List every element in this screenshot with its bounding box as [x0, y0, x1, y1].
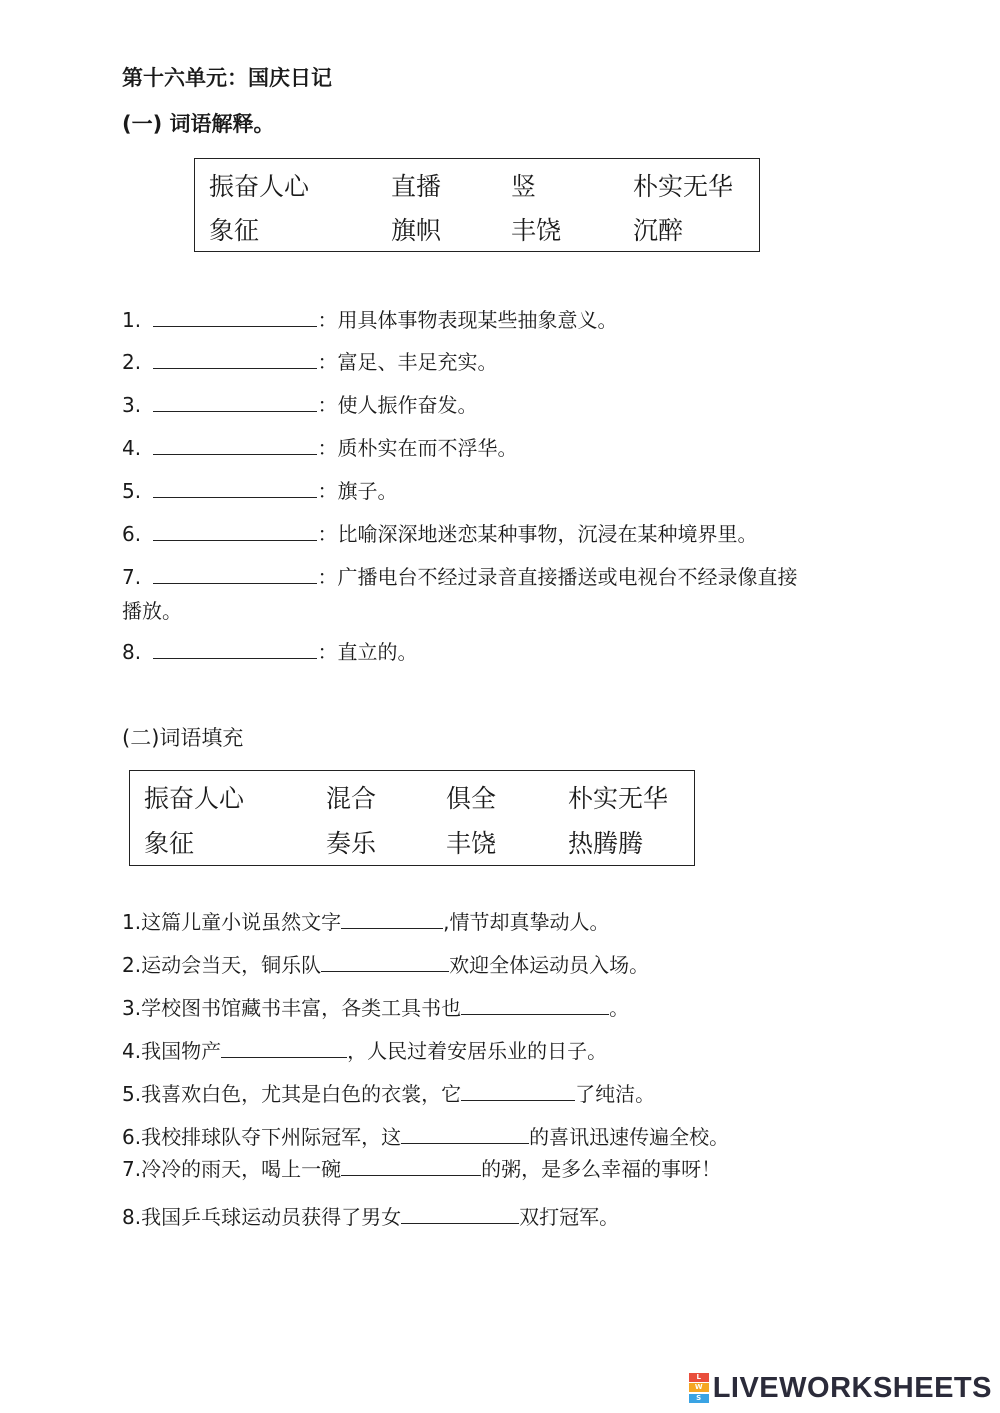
answer-blank[interactable]: [153, 563, 317, 584]
answer-blank[interactable]: [401, 1203, 519, 1224]
word-bank-1: [194, 158, 760, 252]
word-bank-1-word: 朴实无华: [633, 172, 734, 201]
sentence-after: 双打冠军。: [519, 1205, 620, 1229]
answer-blank[interactable]: [153, 391, 317, 412]
answer-blank[interactable]: [461, 994, 609, 1015]
definition-item: [122, 638, 417, 666]
definition-item: [122, 348, 497, 376]
definition-text: ：旗子。: [317, 479, 398, 503]
answer-blank[interactable]: [153, 306, 317, 327]
sentence-after: ，人民过着安居乐业的日子。: [347, 1039, 608, 1063]
word-bank-2-word: 象征: [144, 829, 195, 858]
word-bank-2-word: 振奋人心: [144, 784, 245, 813]
definition-item: [122, 563, 797, 591]
word-bank-2-word: 混合: [326, 784, 377, 813]
sentence-after: 。: [609, 996, 630, 1020]
sentence-before: 我国物产: [141, 1039, 222, 1063]
item-number: 2.: [122, 350, 142, 374]
sentence-after: 了纯洁。: [575, 1082, 656, 1106]
section1-heading: (一) 词语解释。: [122, 112, 275, 136]
word-bank-2-word: 丰饶: [446, 829, 497, 858]
answer-blank[interactable]: [401, 1123, 529, 1144]
fill-in-item: [122, 994, 629, 1022]
definition-text: ：直立的。: [317, 640, 418, 664]
sentence-after: 的粥，是多么幸福的事呀！: [481, 1157, 722, 1181]
fill-in-item: [122, 1155, 721, 1183]
definition-text: ：质朴实在而不浮华。: [317, 436, 518, 460]
liveworksheets-logo: [689, 1371, 992, 1405]
sentence-before: 学校图书馆藏书丰富，各类工具书也: [141, 996, 462, 1020]
fill-in-item: [122, 1037, 607, 1065]
definition-item: [122, 520, 757, 548]
definition-text: ：富足、丰足充实。: [317, 350, 498, 374]
fill-in-item: [122, 951, 649, 979]
logo-mark-letter: W: [689, 1383, 709, 1392]
fill-in-item: [122, 1080, 655, 1108]
word-bank-2: [129, 770, 695, 866]
item-number: 4.: [122, 436, 142, 460]
fill-in-item: [122, 1203, 619, 1231]
word-bank-2-word: 热腾腾: [568, 829, 644, 858]
logo-mark-letter: L: [689, 1373, 709, 1382]
answer-blank[interactable]: [153, 520, 317, 541]
definition-text: ：广播电台不经过录音直接播送或电视台不经录像直接: [317, 565, 798, 589]
item-number: 6.: [122, 522, 142, 546]
item-number: 1.: [122, 308, 142, 332]
item-number: 8.: [122, 640, 142, 664]
word-bank-1-word: 振奋人心: [209, 172, 310, 201]
sentence-before: 我国乒乓球运动员获得了男女: [141, 1205, 402, 1229]
definition-text: ：用具体事物表现某些抽象意义。: [317, 308, 618, 332]
page-title: 第十六单元：国庆日记: [122, 66, 332, 90]
item-number: 4.: [122, 1039, 142, 1063]
item-number: 2.: [122, 953, 142, 977]
logo-mark-icon: [689, 1373, 709, 1403]
sentence-after: 欢迎全体运动员入场。: [449, 953, 650, 977]
word-bank-2-word: 奏乐: [326, 829, 377, 858]
word-bank-1-word: 丰饶: [511, 216, 562, 245]
word-bank-1-word: 直播: [391, 172, 442, 201]
logo-mark-letter: S: [689, 1394, 709, 1403]
item-number: 8.: [122, 1205, 142, 1229]
item-number: 5.: [122, 1082, 142, 1106]
answer-blank[interactable]: [153, 638, 317, 659]
fill-in-item: [122, 908, 609, 936]
word-bank-2-word: 俱全: [446, 784, 497, 813]
sentence-after: ,情节却真挚动人。: [443, 910, 610, 934]
answer-blank[interactable]: [341, 908, 443, 929]
sentence-before: 运动会当天，铜乐队: [141, 953, 322, 977]
answer-blank[interactable]: [341, 1155, 481, 1176]
word-bank-1-word: 旗帜: [391, 216, 442, 245]
answer-blank[interactable]: [221, 1037, 347, 1058]
word-bank-1-word: 沉醉: [633, 216, 684, 245]
word-bank-2-word: 朴实无华: [568, 784, 669, 813]
item-number: 5.: [122, 479, 142, 503]
definition-item: [122, 391, 477, 419]
item-number: 3.: [122, 393, 142, 417]
definition-item: [122, 434, 517, 462]
answer-blank[interactable]: [461, 1080, 575, 1101]
answer-blank[interactable]: [321, 951, 449, 972]
definition-item: [122, 306, 617, 334]
definition-item: [122, 477, 397, 505]
word-bank-1-word: 象征: [209, 216, 260, 245]
item-number: 7.: [122, 1157, 142, 1181]
item-number: 1.: [122, 910, 142, 934]
answer-blank[interactable]: [153, 348, 317, 369]
answer-blank[interactable]: [153, 434, 317, 455]
sentence-before: 我喜欢白色，尤其是白色的衣裳，它: [141, 1082, 462, 1106]
definition-text: ：使人振作奋发。: [317, 393, 478, 417]
definition-text: ：比喻深深地迷恋某种事物，沉浸在某种境界里。: [317, 522, 758, 546]
item-number: 6.: [122, 1125, 142, 1149]
definition-text-continued: 播放。: [122, 599, 182, 623]
sentence-before: 我校排球队夺下州际冠军，这: [141, 1125, 402, 1149]
logo-text: LIVEWORKSHEETS: [712, 1371, 992, 1404]
item-number: 3.: [122, 996, 142, 1020]
item-number: 7.: [122, 565, 142, 589]
sentence-after: 的喜讯迅速传遍全校。: [529, 1125, 730, 1149]
section2-heading: (二)词语填充: [122, 726, 244, 750]
sentence-before: 冷冷的雨天，喝上一碗: [141, 1157, 342, 1181]
answer-blank[interactable]: [153, 477, 317, 498]
fill-in-item: [122, 1123, 729, 1151]
sentence-before: 这篇儿童小说虽然文字: [141, 910, 342, 934]
word-bank-1-word: 竖: [511, 172, 537, 201]
